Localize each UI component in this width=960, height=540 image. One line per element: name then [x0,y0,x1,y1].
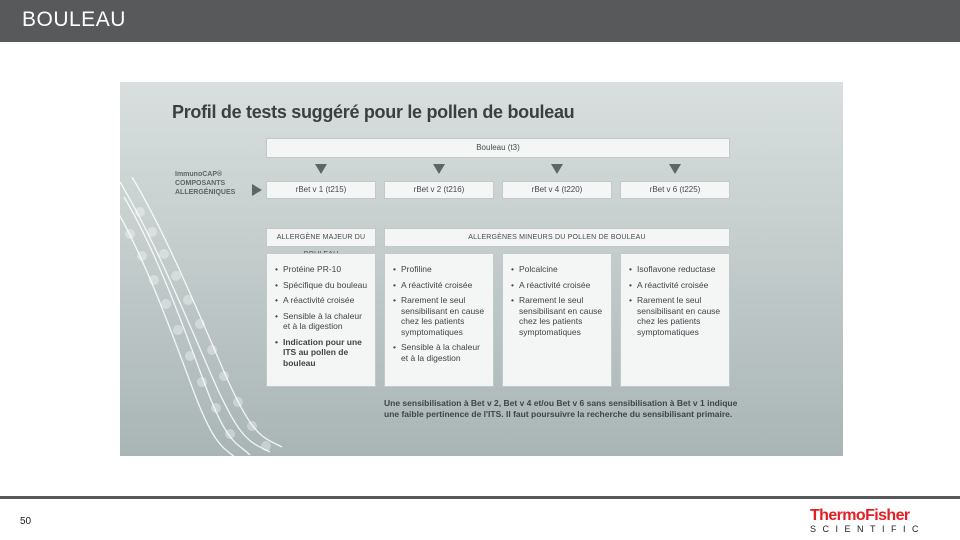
list-item: • Spécifique du bouleau [275,280,369,291]
test-profile-figure [120,82,843,456]
component-box [266,181,376,199]
immunocap-line-2: COMPOSANTS [175,180,226,187]
page-number: 50 [20,516,32,527]
list-item: • A réactivité croisée [511,280,605,291]
logo-sub-text: SCIENTIFIC [810,524,926,534]
arrow-down-icon [669,164,681,174]
birch-catkin-illustration [120,172,290,456]
major-allergen-header [266,228,376,247]
figure-note: Une sensibilisation à Bet v 2, Bet v 4 et/ou Bet v 6 sans sensibilisation à Bet v 1 indique une faible pertinence de l'ITS. Il faut poursuivre la recherche du sensibilisant primaire. [384,398,738,419]
column-bet-v-4 [502,253,612,387]
bouleau-t3-label: Bouleau (t3) [476,143,520,152]
minor-allergen-header [384,228,730,247]
bouleau-t3-box [266,138,730,158]
column-bet-v-6 [620,253,730,387]
arrow-right-icon [252,184,262,196]
component-box [384,181,494,199]
immunocap-label [175,170,255,197]
component-box [502,181,612,199]
arrow-down-icon [551,164,563,174]
arrow-down-icon [433,164,445,174]
arrow-down-icon [315,164,327,174]
column-bet-v-2 [384,253,494,387]
component-label: rBet v 2 (t216) [413,185,465,194]
column-bet-v-1 [266,253,376,387]
list-item: • Isoflavone reductase [629,264,723,275]
list-item: • Rarement le seul sensibilisant en cause chez les patients symptomatiques [629,295,723,337]
immunocap-line-1: ImmunoCAP® [175,171,223,178]
major-allergen-label: ALLERGÈNE MAJEUR DU [276,234,366,241]
list-item: • Protéine PR-10 [275,264,369,275]
footer-divider [0,496,960,499]
list-item: • Sensible à la chaleur et à la digestion [393,342,487,363]
list-item: • Rarement le seul sensibilisant en cause chez les patients symptomatiques [393,295,487,337]
list-item: • Polcalcine [511,264,605,275]
list-item: • Sensible à la chaleur et à la digestion [275,311,369,332]
title-bar [0,0,960,42]
slide-title: BOULEAU [22,8,126,31]
minor-allergen-label: ALLERGÈNES MINEURS DU POLLEN DE BOULEAU [468,234,646,241]
thermo-fisher-logo [808,507,940,533]
figure-title: Profil de tests suggéré pour le pollen de bouleau [172,102,575,122]
component-label: rBet v 6 (t225) [649,185,701,194]
list-item: • A réactivité croisée [393,280,487,291]
component-box [620,181,730,199]
immunocap-line-3: ALLERGÉNIQUES [175,189,236,196]
list-item: • Indication pour une ITS au pollen de bouleau [275,337,369,369]
list-item: • A réactivité croisée [275,295,369,306]
logo-brand-text: ThermoFisher [810,507,910,524]
component-label: rBet v 1 (t215) [295,185,347,194]
component-label: rBet v 4 (t220) [531,185,583,194]
list-item: • Rarement le seul sensibilisant en cause chez les patients symptomatiques [511,295,605,337]
list-item: • Profiline [393,264,487,275]
list-item: • A réactivité croisée [629,280,723,291]
